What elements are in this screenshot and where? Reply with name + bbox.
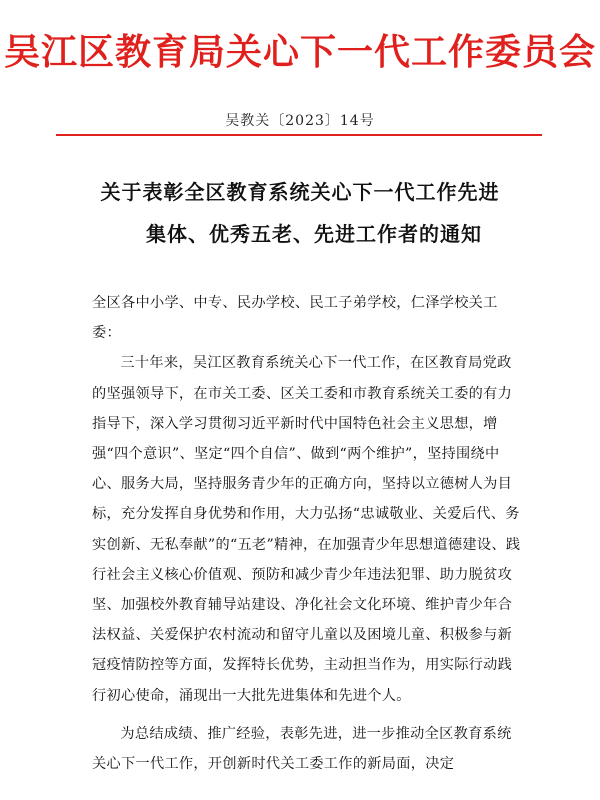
document-number: 吴教关〔2023〕14号 — [225, 113, 375, 129]
body-paragraph-1: 三十年来，吴江区教育系统关心下一代工作，在区教育局党政的坚强领导下，在市关工委、区关工委和市教育系统关工委的有力指导下，深入学习贯彻习近平新时代中国特色社会主义思想，增强“四个意识”、坚定“四个自信”、做到“两个维护”，坚持围绕中心、服务大局，坚持服务青少年的正确方向，坚持以立德树人为目标，充分发挥自身优势和作用，大力弘扬“忠诚敬业、关爱后代、务实创新、无私奉献”的“五老”精神，在加强青少年思想道德建设、践行社会主义核心价值观、预防和减少青少年违法犯罪、助力脱贫攻坚、加强校外教育辅导站建设、净化社会文化环境、维护青少年合法权益、关爱保护农村流动和留守儿童以及困境儿童、积极参与新冠疫情防控等方面，发挥特长优势，主动担当作为，用实际行动践行初心使命，涌现出一大批先进集体和先进个人。 — [92, 355, 521, 704]
masthead-organization: 吴江区教育局关心下一代工作委员会 — [3, 31, 596, 73]
red-divider-rule — [56, 134, 542, 136]
document-title-line-1: 关于表彰全区教育系统关心下一代工作先进 — [100, 180, 500, 204]
document-title-line-2: 集体、优秀五老、先进工作者的通知 — [146, 222, 482, 246]
addressee: 全区各中小学、中专、民办学校、民工子弟学校，仁泽学校关工委： — [92, 295, 498, 342]
document-body — [92, 288, 522, 779]
body-paragraph-2: 为总结成绩、推广经验，表彰先进，进一步推动全区教育系统关心下一代工作，开创新时代关工委工作的新局面，决定 — [92, 725, 512, 773]
